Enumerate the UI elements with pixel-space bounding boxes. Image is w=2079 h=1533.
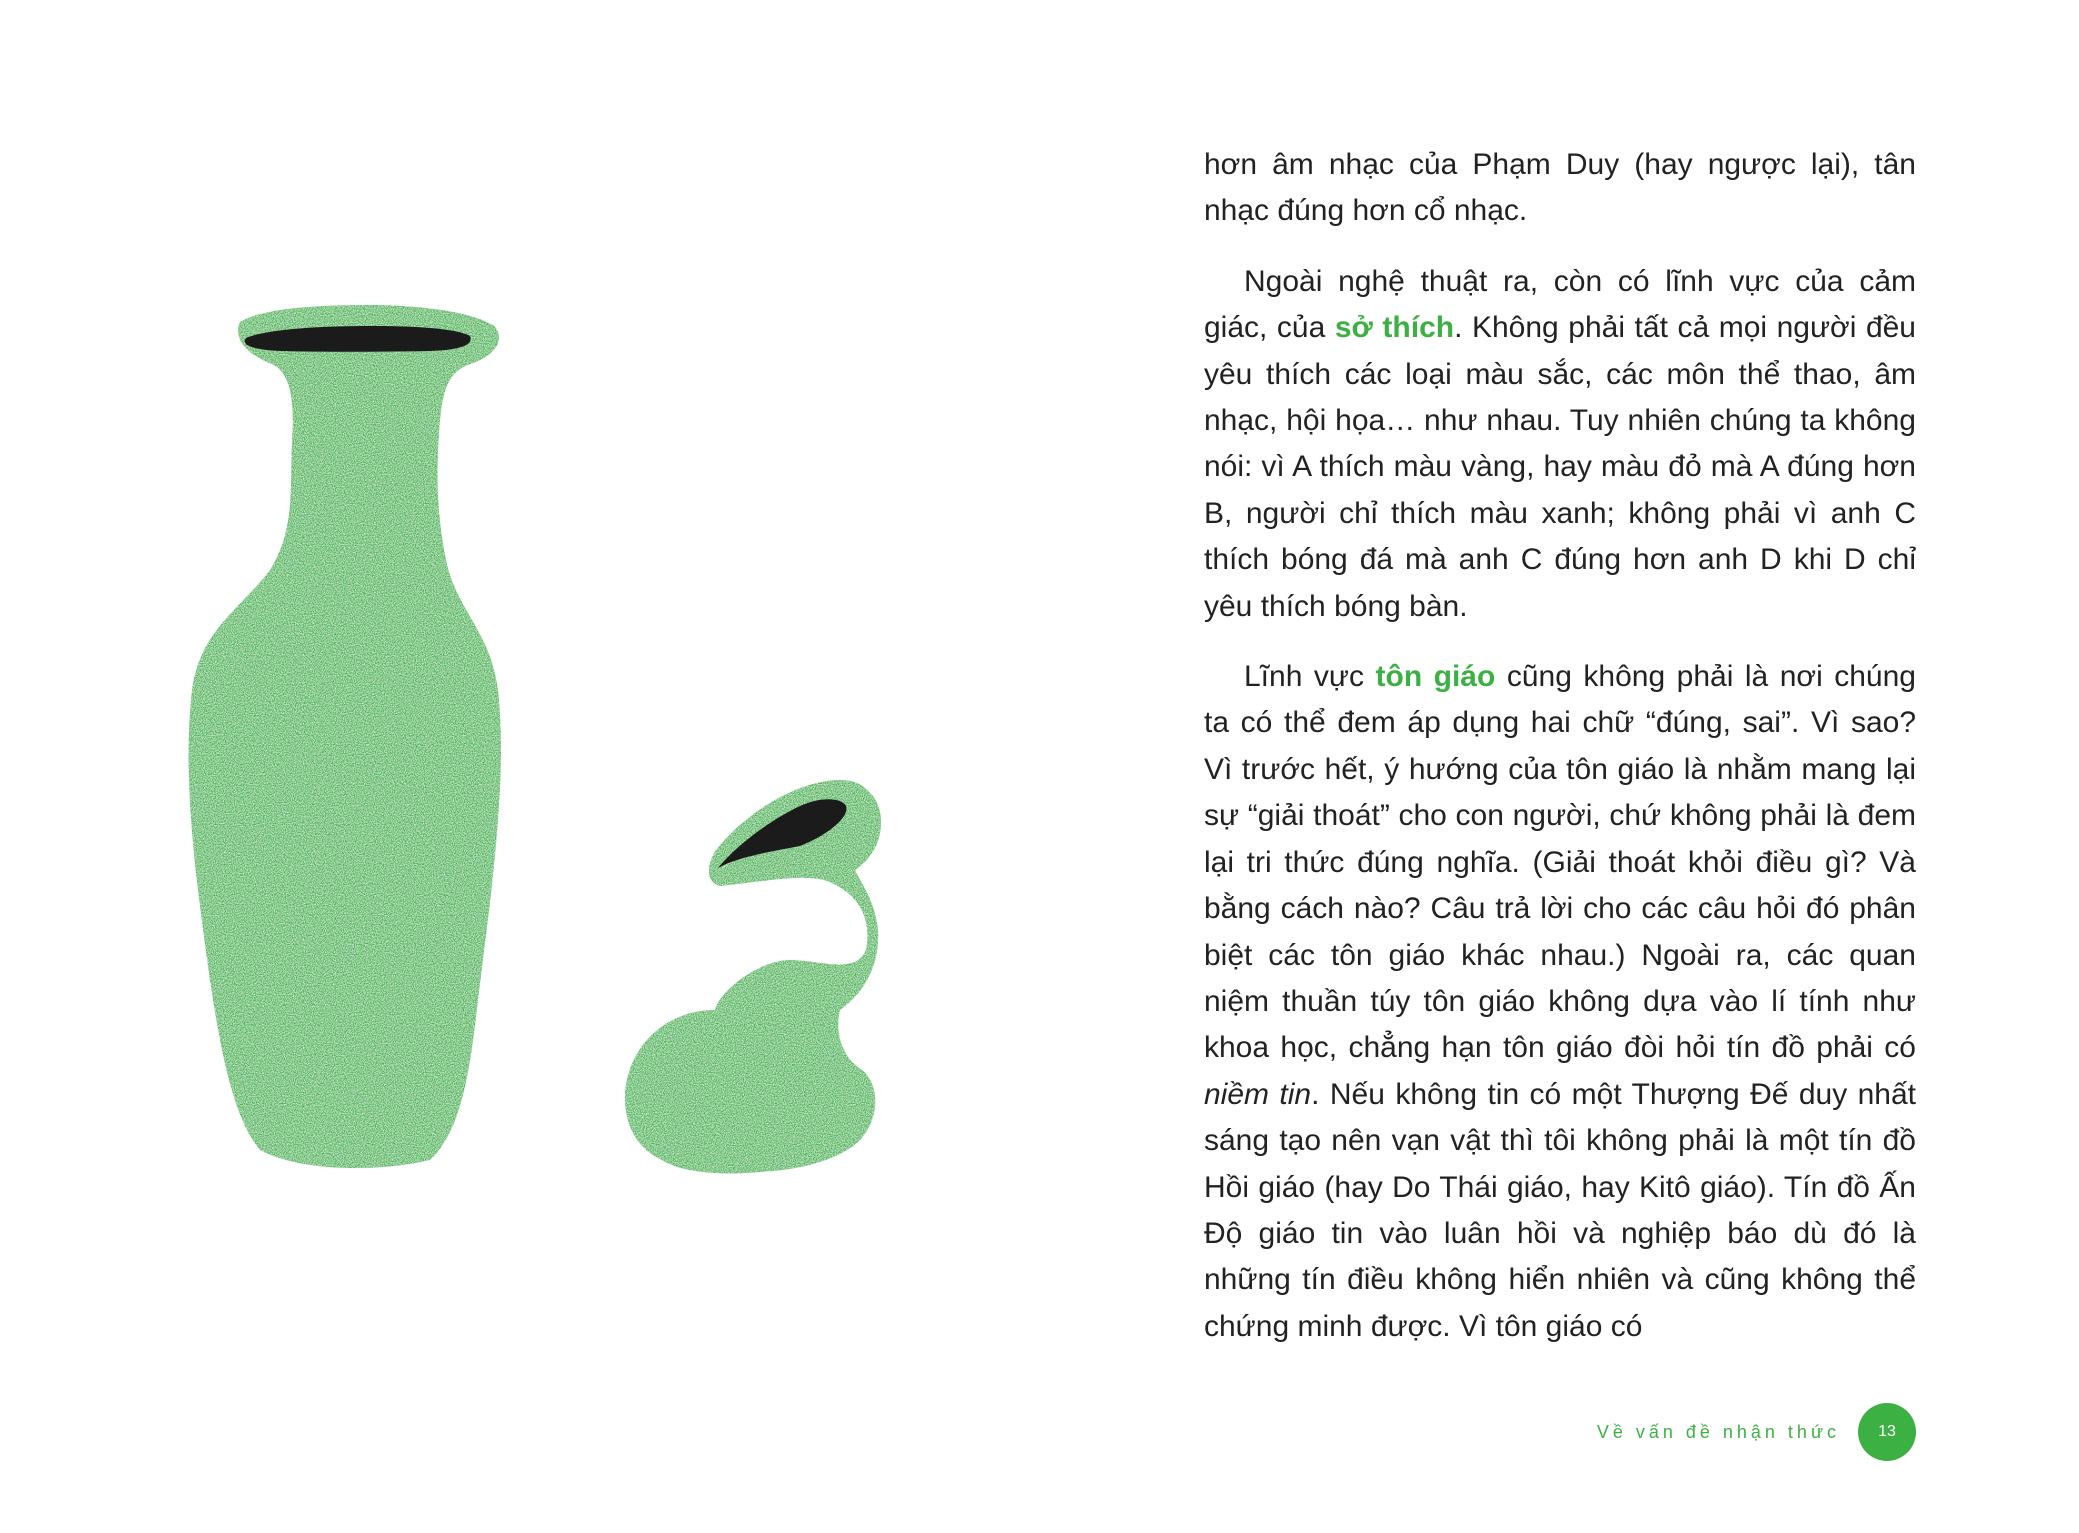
page-footer <box>1540 1402 1916 1462</box>
paragraph-3-text-end: . Nếu không tin có một Thượng Đế duy nhất sáng tạo nên vạn vật thì tôi không phải là một tín đồ Hồi giáo (hay Do Thái giáo, hay Kitô giáo). Tín đồ Ấn Độ giáo tin vào luân hồi và nghiệp báo dù đó là những tín điều không hiển nhiên và cũng không thể chứng minh được. Vì tôn giáo có <box>1204 1077 1917 1343</box>
paragraph-2-text-end: . Không phải tất cả mọi người đều yêu thích các loại màu sắc, các môn thể thao, âm nhạc, hội họa… như nhau. Tuy nhiên chúng ta không nói: vì A thích màu vàng, hay màu đỏ mà A đúng hơn B, người chỉ thích màu xanh; không phải vì anh C thích bóng đá mà anh C đúng hơn anh D khi D chỉ yêu thích bóng bàn. <box>1204 311 1916 623</box>
paragraph-1-text: hơn âm nhạc của Phạm Duy (hay ngược lại), tân nhạc đúng hơn cổ nhạc. <box>1204 148 1916 228</box>
keyword-ton-giao: tôn giáo <box>1375 660 1496 694</box>
paragraph-1 <box>1204 142 1916 235</box>
emphasis-niem-tin: niềm tin <box>1204 1077 1312 1111</box>
paragraph-3-text-start: Lĩnh vực <box>1244 660 1376 694</box>
page-number-badge: 13 <box>1858 1403 1916 1461</box>
gourd-vase-icon <box>625 780 881 1174</box>
paragraph-2-text-start: Ngoài nghệ thuật ra, còn có lĩnh vực của cảm giác, của <box>1204 264 1916 345</box>
keyword-so-thich: sở thích <box>1334 311 1455 345</box>
paragraph-3-text-middle: cũng không phải là nơi chúng ta có thể đem áp dụng hai chữ “đúng, sai”. Vì sao? Vì trước hết, ý hướng của tôn giáo là nhằm mang lại sự “giải thoát” cho con người, chứ không phải là đem lại tri thức đúng nghĩa. (Giải thoát khỏi điều gì? Và bằng cách nào? Câu trả lời cho các câu hỏi đó phân biệt các tôn giáo khác nhau.) Ngoài ra, các quan niệm thuần túy tôn giáo không dựa vào lí tính như khoa học, chẳng hạn tôn giáo đòi hỏi tín đồ phải có <box>1204 660 1916 1065</box>
running-title: Về vấn đề nhận thức <box>1596 1421 1840 1442</box>
tall-vase-icon <box>189 305 501 1168</box>
paragraph-2 <box>1204 259 1916 630</box>
body-text <box>1204 142 1916 1374</box>
vase-illustration <box>0 0 1040 1528</box>
paragraph-3 <box>1204 654 1916 1350</box>
vase-illustration-svg <box>0 0 1040 1528</box>
